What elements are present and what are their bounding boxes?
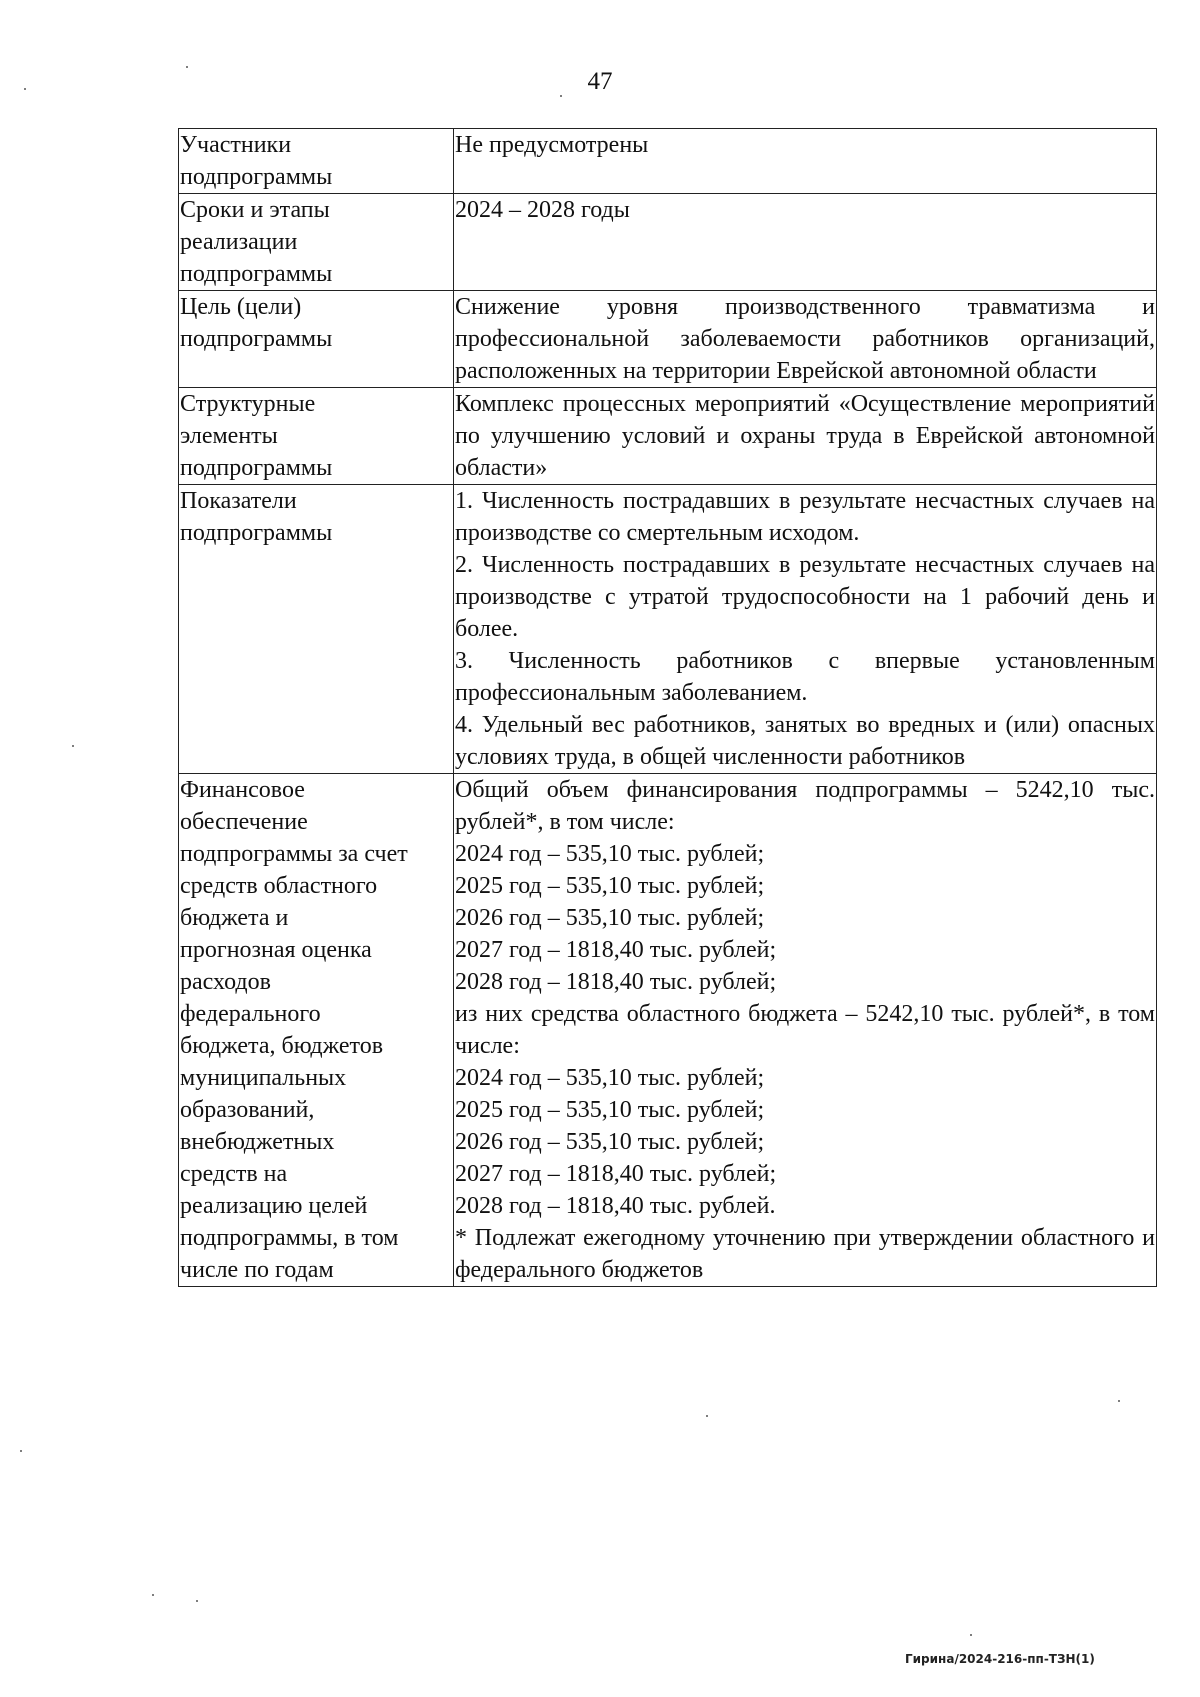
value-paragraph: 2027 год – 1818,40 тыс. рублей;: [455, 937, 777, 963]
row-value: [454, 291, 1157, 388]
label-line: обеспечение: [180, 809, 308, 835]
label-line: федерального: [180, 1001, 321, 1027]
label-line: подпрограммы: [180, 520, 333, 546]
subprogram-passport-table: [178, 128, 1157, 1287]
value-paragraph: Комплекс процессных мероприятий «Осуществление мероприятий по улучшению условий и охраны труда в Еврейской автономной области»: [455, 391, 1155, 481]
label-line: бюджета, бюджетов: [180, 1033, 384, 1059]
label-line: подпрограммы: [180, 164, 333, 190]
value-paragraph: Не предусмотрены: [455, 132, 649, 158]
label-line: прогнозная оценка: [180, 937, 372, 963]
label-line: внебюджетных: [180, 1129, 335, 1155]
value-paragraph: 2026 год – 535,10 тыс. рублей;: [455, 1129, 765, 1155]
label-line: средств областного: [180, 873, 378, 899]
value-paragraph: из них средства областного бюджета – 5242,10 тыс. рублей*, в том числе:: [455, 1001, 1155, 1059]
label-line: подпрограммы, в том: [180, 1225, 399, 1251]
scan-speck: [24, 88, 26, 90]
page-number: 47: [587, 68, 613, 95]
row-value: [454, 194, 1157, 291]
value-paragraph: 2024 год – 535,10 тыс. рублей;: [455, 841, 765, 867]
table-row: [179, 774, 1157, 1287]
label-line: муниципальных: [180, 1065, 347, 1091]
label-line: Показатели: [180, 488, 297, 514]
label-line: реализации: [180, 229, 298, 255]
value-paragraph: 2028 год – 1818,40 тыс. рублей;: [455, 969, 777, 995]
value-paragraph: 2025 год – 535,10 тыс. рублей;: [455, 873, 765, 899]
row-value: [454, 485, 1157, 774]
row-label: [179, 129, 454, 194]
label-line: реализацию целей: [180, 1193, 368, 1219]
row-label: [179, 291, 454, 388]
value-paragraph: 2. Численность пострадавших в результате несчастных случаев на производстве с утратой трудоспособности на 1 рабочий день и более.: [455, 552, 1155, 642]
row-value: [454, 774, 1157, 1287]
value-paragraph: Общий объем финансирования подпрограммы – 5242,10 тыс. рублей*, в том числе:: [455, 777, 1155, 835]
value-paragraph: 2028 год – 1818,40 тыс. рублей.: [455, 1193, 776, 1219]
label-line: подпрограммы: [180, 455, 333, 481]
label-line: средств на: [180, 1161, 288, 1187]
scan-speck: [72, 745, 74, 747]
table-row: [179, 388, 1157, 485]
label-line: подпрограммы: [180, 261, 333, 287]
table-row: [179, 485, 1157, 774]
value-paragraph: 3. Численность работников с впервые установленным профессиональным заболеванием.: [455, 648, 1155, 706]
row-label: [179, 485, 454, 774]
value-paragraph: * Подлежат ежегодному уточнению при утверждении областного и федерального бюджетов: [455, 1225, 1155, 1283]
value-paragraph: 2025 год – 535,10 тыс. рублей;: [455, 1097, 765, 1123]
scan-speck: [560, 95, 562, 97]
label-line: образований,: [180, 1097, 315, 1123]
label-line: Цель (цели): [180, 294, 302, 320]
scan-speck: [970, 1634, 972, 1636]
label-line: подпрограммы за счет: [180, 841, 408, 867]
table-row: [179, 194, 1157, 291]
row-label: [179, 194, 454, 291]
scan-speck: [152, 1594, 154, 1596]
label-line: расходов: [180, 969, 271, 995]
scan-speck: [706, 1415, 708, 1417]
scan-speck: [20, 1450, 22, 1452]
document-code: Гирина/2024-216-пп-ТЗН(1): [905, 1652, 1095, 1666]
label-line: Финансовое: [180, 777, 305, 803]
value-paragraph: 4. Удельный вес работников, занятых во вредных и (или) опасных условиях труда, в общей численности работников: [455, 712, 1155, 770]
row-value: [454, 388, 1157, 485]
label-line: Структурные: [180, 391, 316, 417]
row-value: [454, 129, 1157, 194]
row-label: [179, 388, 454, 485]
label-line: числе по годам: [180, 1257, 334, 1283]
table-row: [179, 129, 1157, 194]
value-paragraph: Снижение уровня производственного травматизма и профессиональной заболеваемости работников организаций, расположенных на территории Еврейской автономной области: [455, 294, 1155, 384]
label-line: подпрограммы: [180, 326, 333, 352]
label-line: Участники: [180, 132, 292, 158]
label-line: бюджета и: [180, 905, 289, 931]
value-paragraph: 1. Численность пострадавших в результате несчастных случаев на производстве со смертельным исходом.: [455, 488, 1155, 546]
scan-speck: [186, 66, 188, 68]
value-paragraph: 2027 год – 1818,40 тыс. рублей;: [455, 1161, 777, 1187]
value-paragraph: 2026 год – 535,10 тыс. рублей;: [455, 905, 765, 931]
value-paragraph: 2024 – 2028 годы: [455, 197, 630, 223]
label-line: Сроки и этапы: [180, 197, 330, 223]
table-row: [179, 291, 1157, 388]
value-paragraph: 2024 год – 535,10 тыс. рублей;: [455, 1065, 765, 1091]
row-label: [179, 774, 454, 1287]
scan-speck: [196, 1600, 198, 1602]
label-line: элементы: [180, 423, 278, 449]
scan-speck: [1118, 1400, 1120, 1402]
